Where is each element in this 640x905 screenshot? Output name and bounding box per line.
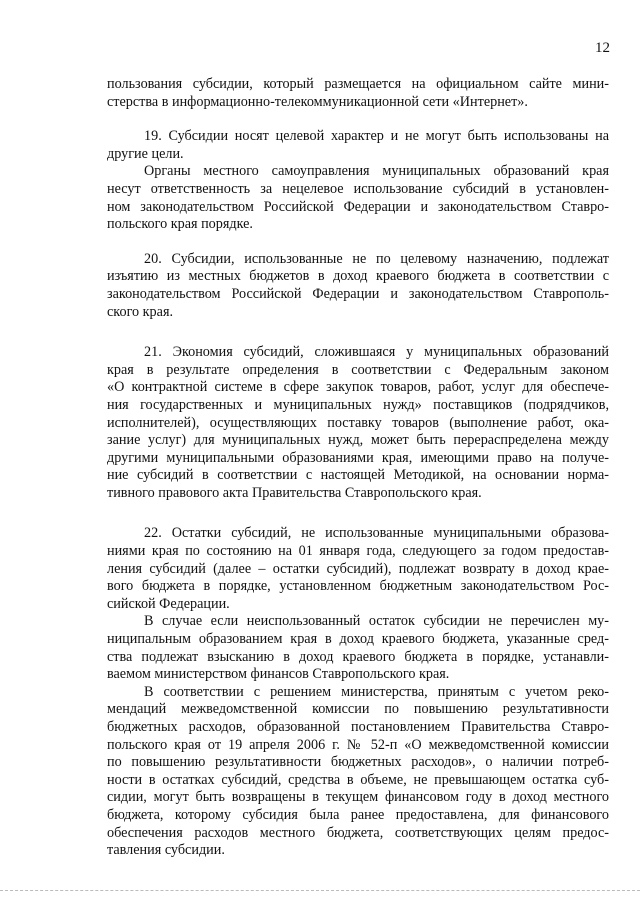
text-line: вого бюджета в порядке, установленном бюджетным законодательством Рос-: [107, 578, 609, 595]
text-line: сидии, могут быть возвращены в текущем финансовом году в доход местного: [107, 789, 609, 806]
paragraph-22-return: [107, 684, 609, 860]
text-line: исполнителей), осуществляющих поставку товаров (выполнение работ, ока-: [107, 414, 609, 431]
text-line: ления субсидий (далее – остатки субсидий), подлежат возврату в доход крае-: [107, 560, 609, 577]
text-line: польского края порядке.: [107, 216, 253, 233]
text-line: края в результате определения в соответствии с Федеральным законом: [107, 361, 609, 378]
text-line: 19. Субсидии носят целевой характер и не могут быть использованы на: [144, 128, 609, 145]
text-line: 20. Субсидии, использованные не по целевому назначению, подлежат: [144, 250, 609, 267]
text-line: по повышению результативности бюджетных расходов», о наличии потреб-: [107, 754, 609, 771]
text-line: несут ответственность за нецелевое использование субсидий в установлен-: [107, 180, 609, 197]
paragraph-22: [107, 525, 609, 613]
paragraph-20: [107, 251, 609, 321]
paragraph-19-responsibility: [107, 163, 609, 233]
text-line: В соответствии с решением министерства, принятым с учетом реко-: [144, 683, 609, 700]
text-line: другие цели.: [107, 145, 184, 162]
text-line: В случае если неиспользованный остаток субсидии не перечислен му-: [144, 613, 609, 630]
scan-edge-divider: [0, 890, 640, 891]
text-line: польского края от 19 апреля 2006 г. № 52-п «О межведомственной комиссии: [107, 736, 609, 753]
text-line: обеспечения расходов местного бюджета, соответствующих целям предос-: [107, 824, 609, 841]
text-line: 21. Экономия субсидий, сложившаяся у муниципальных образований: [144, 344, 609, 361]
text-line: бюджета, которому субсидия была ранее предоставлена, для финансового: [107, 806, 609, 823]
paragraph-19: [107, 128, 609, 163]
text-line: ния государственных и муниципальных нужд» поставщиков (подрядчиков,: [107, 396, 609, 413]
paragraph-21: [107, 344, 609, 502]
text-line: 22. Остатки субсидий, не использованные муниципальными образова-: [144, 525, 609, 542]
text-line: Органы местного самоуправления муниципальных образований края: [144, 163, 609, 180]
page-number: 12: [595, 40, 610, 56]
document-body: [107, 76, 609, 860]
text-line: мендаций межведомственной комиссии по повышению результативности: [107, 701, 609, 718]
paragraph-continuation: [107, 76, 609, 111]
text-line: сийской Федерации.: [107, 595, 230, 612]
text-line: зание услуг) для муниципальных нужд, может быть перераспределена между: [107, 432, 609, 449]
text-line: ваемом министерством финансов Ставропольского края.: [107, 666, 450, 683]
text-line: ства подлежат взысканию в доход краевого бюджета в порядке, устанавли-: [107, 648, 609, 665]
text-line: ниями края по состоянию на 01 января года, следующего за годом предостав-: [107, 543, 609, 560]
text-line: ского края.: [107, 303, 174, 320]
text-line: ном законодательством Российской Федерации и законодательством Ставро-: [107, 198, 609, 215]
paragraph-22-recovery: [107, 613, 609, 683]
text-line: изъятию из местных бюджетов в доход краевого бюджета в соответствии с: [107, 268, 609, 285]
text-line: ниципальным образованием края в доход краевого бюджета, указанные сред-: [107, 631, 609, 648]
text-line: ности в остатках субсидий, средства в объеме, не превышающем остатка суб-: [107, 771, 609, 788]
text-line: бюджетных расходов, образованной постановлением Правительства Ставро-: [107, 719, 609, 735]
text-line: ние субсидий в соответствии с настоящей Методикой, на основании норма-: [107, 467, 609, 484]
text-line: тавления субсидии.: [107, 842, 225, 859]
text-line: тивного правового акта Правительства Ставропольского края.: [107, 484, 482, 501]
text-line: другими муниципальными образованиями края, имеющими право на получе-: [107, 449, 609, 466]
text-line: законодательством Российской Федерации и законодательством Ставрополь-: [107, 285, 609, 302]
text-line: стерства в информационно-телекоммуникационной сети «Интернет».: [107, 93, 528, 110]
text-line: «О контрактной системе в сфере закупок товаров, работ, услуг для обеспече-: [107, 379, 609, 396]
text-line: пользования субсидии, который размещается на официальном сайте мини-: [107, 76, 609, 92]
